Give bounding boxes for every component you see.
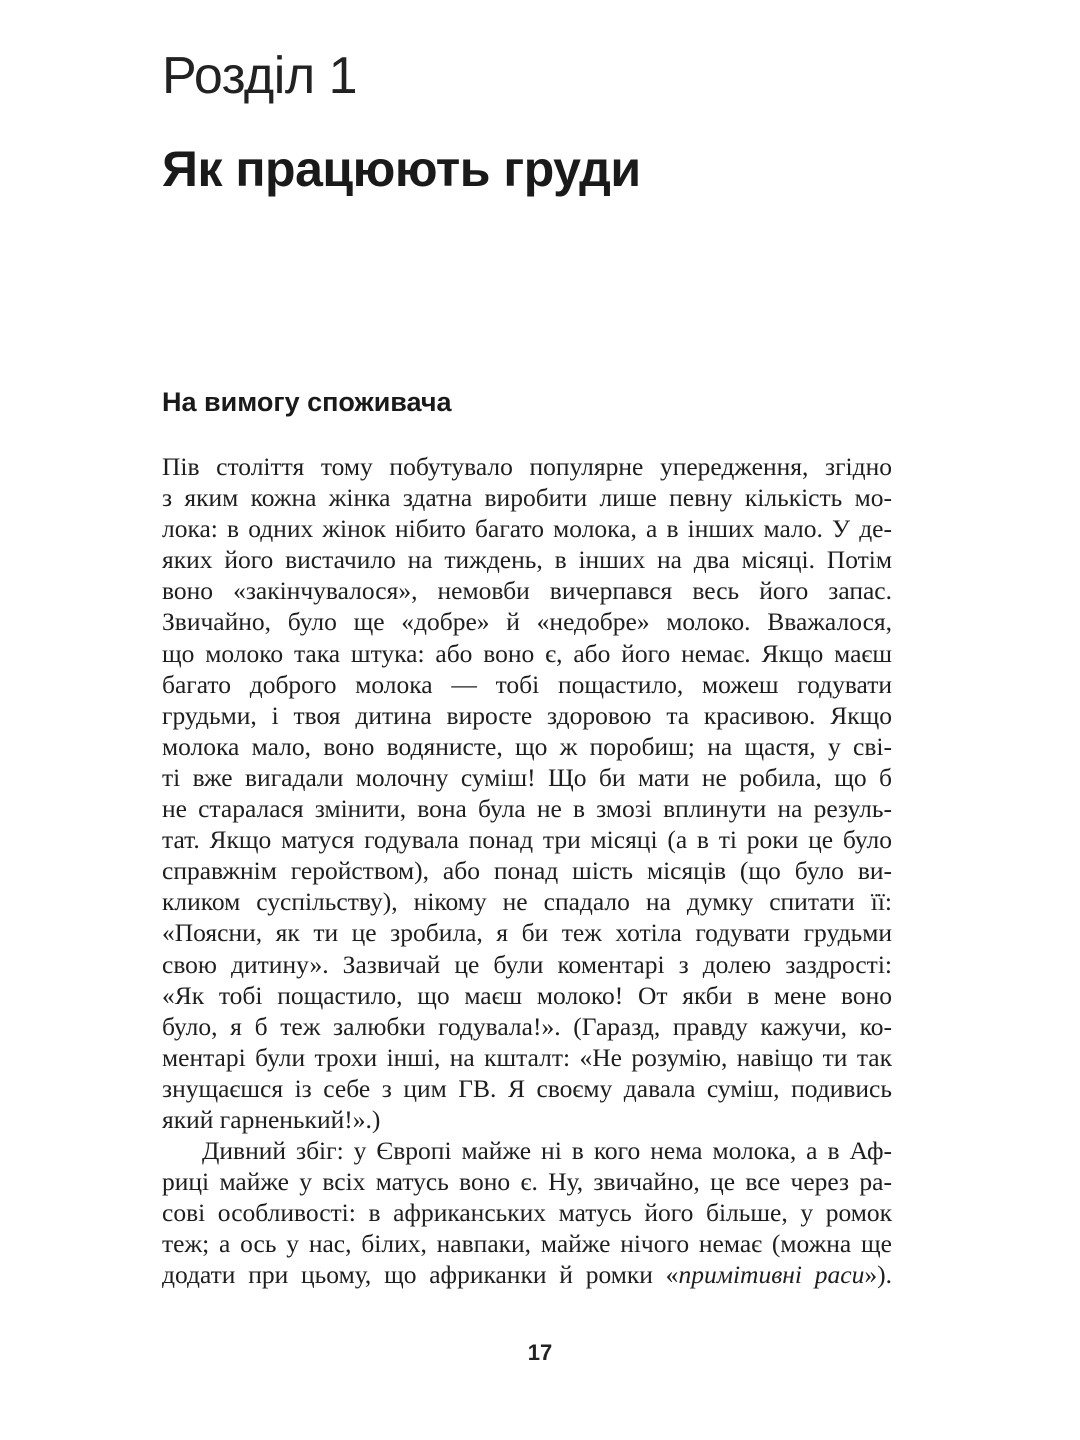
text-fragment: »). [864, 1260, 892, 1290]
text-line: справжнім геройством), або понад шість місяців (що було ви- [162, 856, 892, 886]
text-line: воно «закінчувалося», немовби вичерпався весь його запас. [162, 576, 892, 606]
text-line: багато доброго молока — тобі пощастило, можеш годувати [162, 669, 892, 699]
text-line: молока мало, воно водянисте, що ж поробиш; на щастя, у сві- [162, 731, 892, 761]
text-line: Пів століття тому побутувало популярне упередження, згідно [162, 452, 892, 481]
text-line: риці майже у всіх матусь воно є. Ну, звичайно, це все через ра- [162, 1167, 892, 1197]
text-line: що молоко така штука: або воно є, або його немає. Якщо маєш [162, 638, 892, 668]
text-line: яких його вистачило на тиждень, в інших на два місяці. Потім [162, 545, 892, 575]
section-title: На вимогу споживача [162, 387, 452, 417]
text-line: ментарі були трохи інші, на кшталт: «Не розумію, навіщо ти так [162, 1042, 892, 1072]
text-line: було, я б теж залюбки годувала!». (Гаразд, правду кажучи, ко- [162, 1011, 892, 1041]
text-line: свою дитину». Зазвичай це були коментарі з долею заздрості: [162, 949, 892, 979]
text-line: лока: в одних жінок нібито багато молока, а в інших мало. У де- [162, 514, 892, 544]
text-line: «Як тобі пощастило, що маєш молоко! От якби в мене воно [162, 980, 892, 1010]
text-line: який гарненький!».) [162, 1104, 381, 1134]
text-line: сові особливості: в африканських матусь його більше, у ромок [162, 1198, 892, 1228]
text-line: Дивний збіг: у Європі майже ні в кого нема молока, а в Аф- [202, 1136, 892, 1166]
text-line: знущаєшся із себе з цим ГВ. Я своєму давала суміш, подивись [162, 1073, 892, 1103]
page-number: 17 [527, 1340, 553, 1365]
text-line: теж; а ось у нас, білих, навпаки, майже нічого немає (можна ще [162, 1229, 892, 1259]
text-fragment: додати при цьому, що африканки й ромки « [162, 1260, 679, 1290]
text-line: з яким кожна жінка здатна виробити лише певну кількість мо- [162, 483, 892, 513]
emphasis: примітивні раси [678, 1260, 865, 1290]
text-line: кликом суспільству), нікому не спадало на думку спитати її: [162, 887, 892, 917]
body-text [162, 451, 892, 1291]
text-line: тат. Якщо матуся годувала понад три місяці (а в ті роки це було [162, 825, 892, 855]
chapter-title: Як працюють груди [162, 141, 641, 197]
paragraph-1 [162, 451, 892, 1135]
text-line: ті вже вигадали молочну суміш! Що би мати не робила, що б [162, 762, 892, 792]
text-line: «Поясни, як ти це зробила, я би теж хотіла годувати грудьми [162, 918, 892, 948]
text-line: Звичайно, було ще «добре» й «недобре» молоко. Вважалося, [162, 607, 892, 637]
text-line: грудьми, і твоя дитина виросте здоровою та красивою. Якщо [162, 700, 892, 730]
text-line: не старалася змінити, вона була не в змозі вплинути на резуль- [162, 794, 892, 824]
text-line [162, 1259, 892, 1290]
chapter-label: Розділ 1 [162, 47, 358, 105]
paragraph-2 [162, 1135, 892, 1290]
